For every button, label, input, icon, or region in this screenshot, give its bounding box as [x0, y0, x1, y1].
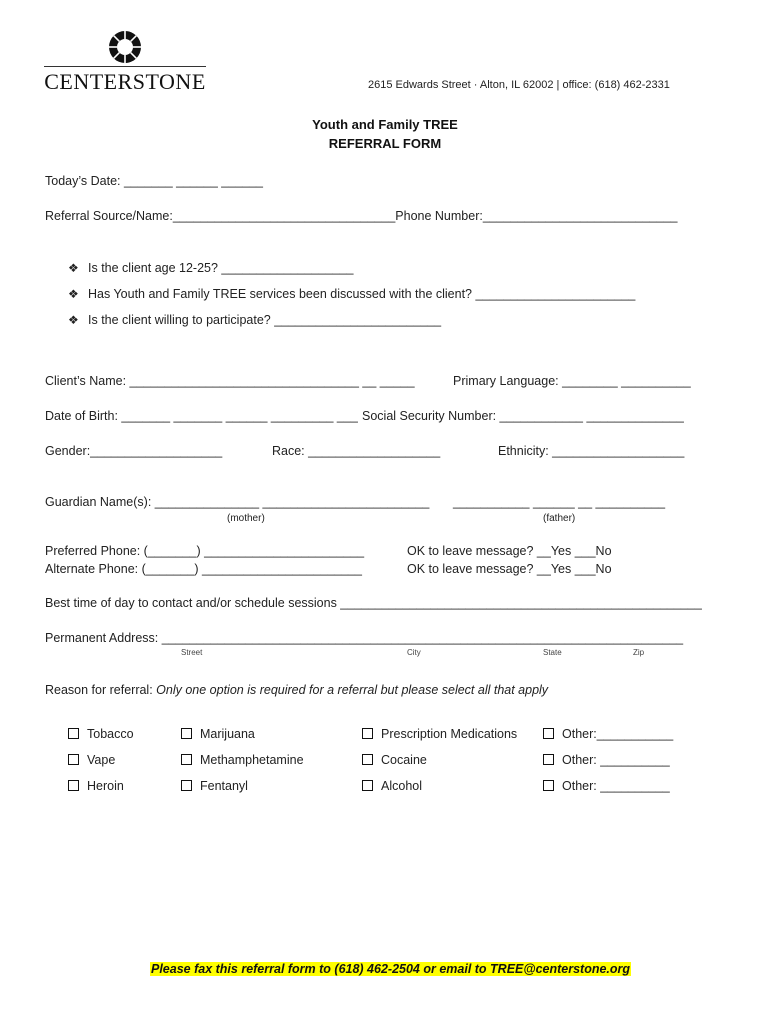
question-age[interactable]: ❖ Is the client age 12-25? ___________________ [68, 261, 354, 275]
referral-source-field[interactable]: Referral Source/Name:________________________________Phone Number:____________________________ [45, 209, 678, 223]
ok-message-alternate[interactable]: OK to leave message? __Yes ___No [407, 562, 612, 576]
checkbox-alcohol[interactable]: Alcohol [362, 779, 422, 793]
reason-note: Only one option is required for a referral but please select all that apply [156, 683, 549, 697]
checkbox-icon [181, 728, 192, 739]
form-subtitle: REFERRAL FORM [328, 136, 442, 151]
checkbox-marijuana[interactable]: Marijuana [181, 727, 255, 741]
diamond-bullet-icon: ❖ [68, 313, 79, 327]
father-label: (father) [543, 513, 576, 524]
reason-heading: Reason for referral: Only one option is required for a referral but please select all that apply [45, 683, 549, 697]
form-title: Youth and Family TREE [312, 117, 458, 132]
client-name-field[interactable]: Client’s Name: _________________________________ __ _____ [45, 374, 415, 388]
gender-field[interactable]: Gender:___________________ [45, 444, 223, 458]
question-willing[interactable]: ❖ Is the client willing to participate? ________________________ [68, 313, 442, 327]
address-state-label: State [543, 648, 562, 657]
address-city-label: City [407, 648, 421, 657]
checkbox-icon [68, 780, 79, 791]
guardian-father-field[interactable]: ___________ ______ __ __________ [453, 495, 666, 509]
race-field[interactable]: Race: ___________________ [272, 444, 441, 458]
checkbox-icon [68, 728, 79, 739]
checkbox-icon [68, 754, 79, 765]
fax-instructions: Please fax this referral form to (618) 462-2504 or email to TREE@centerstone.org [151, 962, 631, 976]
primary-language-field[interactable]: Primary Language: ________ __________ [453, 374, 691, 388]
checkbox-heroin[interactable]: Heroin [68, 779, 124, 793]
mother-label: (mother) [227, 513, 265, 524]
checkbox-cocaine[interactable]: Cocaine [362, 753, 427, 767]
checkbox-icon [362, 728, 373, 739]
checkbox-icon [181, 780, 192, 791]
permanent-address-field[interactable]: Permanent Address: ___________________________________________________________________________ [45, 631, 684, 645]
centerstone-logo-icon [108, 30, 142, 64]
checkbox-methamphetamine[interactable]: Methamphetamine [181, 753, 304, 767]
address-zip-label: Zip [633, 648, 645, 657]
office-address: 2615 Edwards Street · Alton, IL 62002 | office: (618) 462-2331 [368, 79, 670, 91]
checkbox-icon [543, 780, 554, 791]
checkbox-icon [181, 754, 192, 765]
diamond-bullet-icon: ❖ [68, 261, 79, 275]
checkbox-other-2[interactable]: Other: __________ [543, 753, 670, 767]
best-time-field[interactable]: Best time of day to contact and/or schedule sessions ____________________________________________________ [45, 596, 702, 610]
question-services-discussed[interactable]: ❖ Has Youth and Family TREE services been discussed with the client? _______________________ [68, 287, 636, 301]
address-street-label: Street [181, 648, 203, 657]
guardian-mother-field[interactable]: Guardian Name(s): _______________ ________________________ [45, 495, 430, 509]
checkbox-tobacco[interactable]: Tobacco [68, 727, 134, 741]
ethnicity-field[interactable]: Ethnicity: ___________________ [498, 444, 685, 458]
todays-date-field[interactable]: Today’s Date: _______ ______ ______ [45, 174, 264, 188]
alternate-phone-field[interactable]: Alternate Phone: (_______) _______________________ [45, 562, 362, 576]
dob-field[interactable]: Date of Birth: _______ _______ ______ _________ ___ [45, 409, 358, 423]
ssn-field[interactable]: Social Security Number: ____________ ______________ [362, 409, 684, 423]
checkbox-icon [362, 780, 373, 791]
checkbox-other-1[interactable]: Other:___________ [543, 727, 673, 741]
diamond-bullet-icon: ❖ [68, 287, 79, 301]
checkbox-prescription[interactable]: Prescription Medications [362, 727, 517, 741]
logo-text: CENTERSTONE [44, 66, 206, 95]
checkbox-vape[interactable]: Vape [68, 753, 115, 767]
preferred-phone-field[interactable]: Preferred Phone: (_______) _______________________ [45, 544, 365, 558]
ok-message-preferred[interactable]: OK to leave message? __Yes ___No [407, 544, 612, 558]
checkbox-icon [543, 754, 554, 765]
checkbox-fentanyl[interactable]: Fentanyl [181, 779, 248, 793]
checkbox-other-3[interactable]: Other: __________ [543, 779, 670, 793]
checkbox-icon [362, 754, 373, 765]
checkbox-icon [543, 728, 554, 739]
